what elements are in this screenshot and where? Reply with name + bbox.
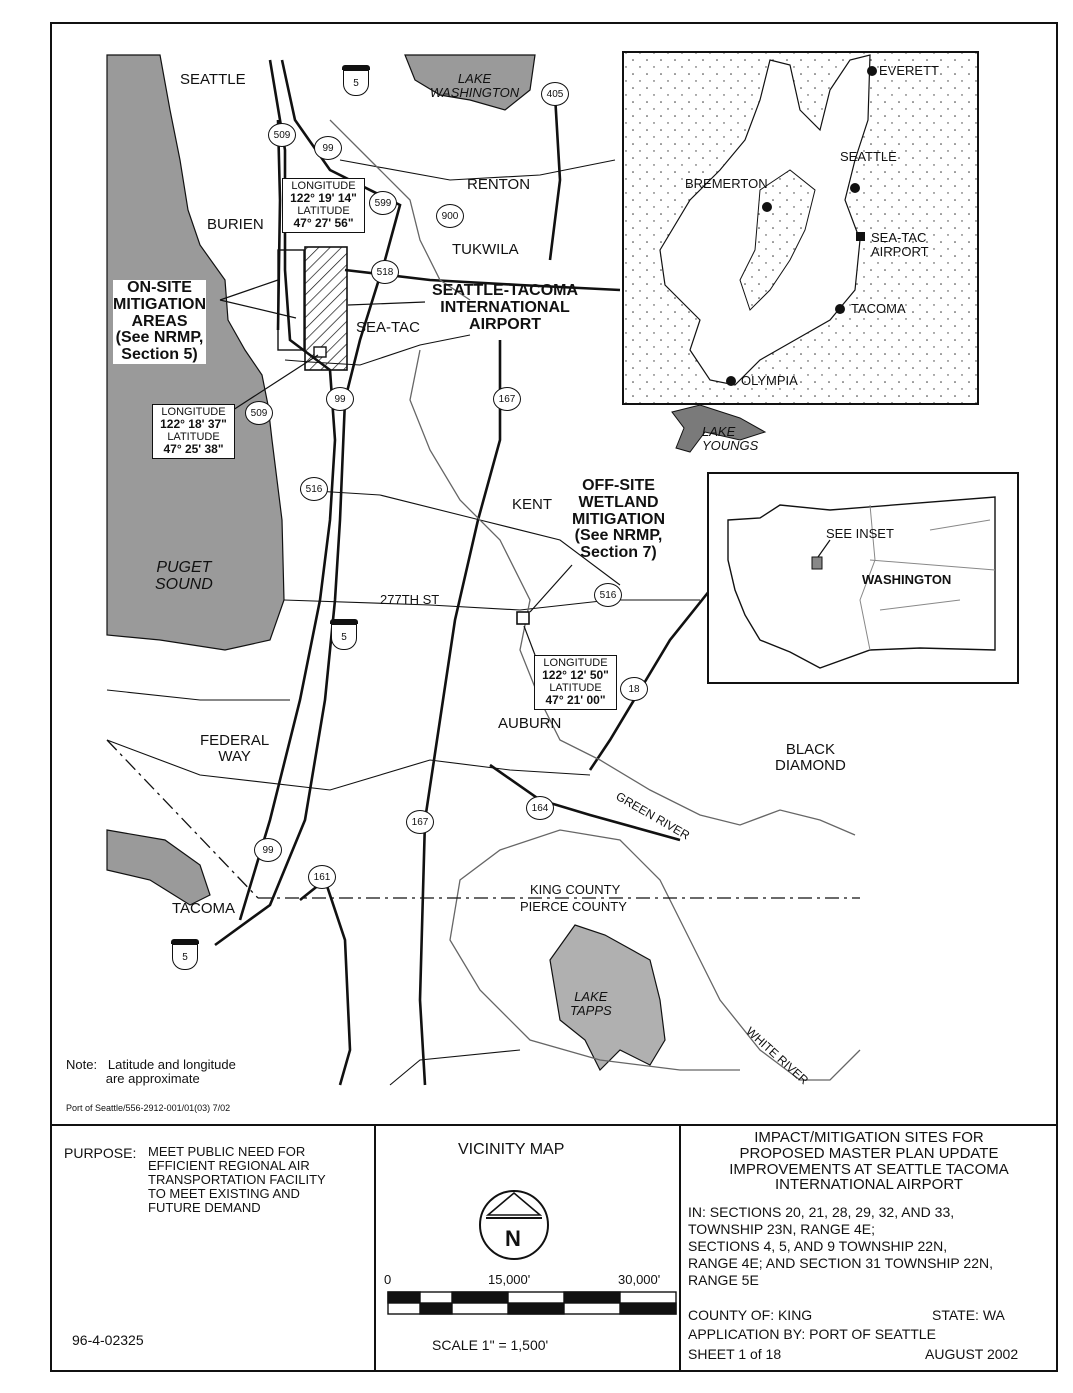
- scale-bar-graphic: [388, 1292, 676, 1314]
- label-black-diamond: BLACK DIAMOND: [775, 741, 846, 774]
- minor-road-3: [284, 600, 700, 610]
- leader-coord3: [524, 626, 535, 655]
- north-arrow-label: N: [505, 1226, 521, 1251]
- label-white-river: WHITE RIVER: [743, 1024, 812, 1088]
- route-shield-509: 509: [245, 401, 273, 425]
- minor-road-4: [107, 740, 590, 790]
- route-shield-i5: 5: [172, 944, 198, 970]
- label-puget-sound: PUGET SOUND: [155, 559, 213, 593]
- leader-onsite-2: [220, 300, 296, 318]
- inset-label-everett: EVERETT: [879, 63, 939, 78]
- label-lake-tapps: LAKE TAPPS: [570, 989, 612, 1018]
- scale-text: SCALE 1" = 1,500': [432, 1337, 549, 1353]
- scale-tick-30000: 30,000': [618, 1272, 661, 1287]
- coord-box-1: LONGITUDE 122° 19' 14" LATITUDE 47° 27' 56": [282, 178, 365, 233]
- route-shield-599: 599: [369, 191, 397, 215]
- scale-tick-0: 0: [384, 1272, 392, 1287]
- inset-label-seatac: SEA-TAC AIRPORT: [871, 230, 929, 259]
- route-shield-516: 516: [300, 477, 328, 501]
- application-text: APPLICATION BY: PORT OF SEATTLE: [688, 1326, 936, 1342]
- minor-road-6: [107, 690, 290, 700]
- route-shield-516: 516: [594, 583, 622, 607]
- minor-road-7: [390, 1050, 520, 1085]
- route-shield-18: 18: [620, 677, 648, 701]
- sr167-highway: [420, 340, 500, 1085]
- inset-label-olympia: OLYMPIA: [741, 373, 798, 388]
- onsite-mitigation-box-2: [314, 347, 326, 357]
- route-shield-99: 99: [326, 387, 354, 411]
- coord-box-2: LONGITUDE 122° 18' 37" LATITUDE 47° 25' 38": [152, 404, 235, 459]
- inset-label-see-inset: SEE INSET: [826, 526, 894, 541]
- callout-onsite-mitigation: ON-SITE MITIGATION AREAS (See NRMP, Section 5): [113, 279, 207, 364]
- label-lake-washington: LAKE WASHINGTON: [430, 71, 520, 100]
- tacoma-water: [107, 830, 210, 905]
- route-shield-509: 509: [268, 123, 296, 147]
- sections-text: IN: SECTIONS 20, 21, 28, 29, 32, AND 33, TOWNSHIP 23N, RANGE 4E; SECTIONS 4, 5, AND 9 TOWNSHIP 22N, RANGE 4E; AND SECTION 31 TOWNSHIP 22N, RANGE 5E: [688, 1204, 993, 1289]
- label-auburn: AUBURN: [498, 715, 562, 732]
- project-title: IMPACT/MITIGATION SITES FOR PROPOSED MASTER PLAN UPDATE IMPROVEMENTS AT SEATTLE TACOMA INTERNATIONAL AIRPORT: [729, 1129, 1009, 1194]
- route-shield-99: 99: [254, 838, 282, 862]
- label-renton: RENTON: [467, 176, 531, 193]
- purpose-label: PURPOSE:: [64, 1145, 137, 1161]
- scale-tick-15000: 15,000': [488, 1272, 531, 1287]
- inset-label-bremerton: BREMERTON: [685, 176, 768, 191]
- label-sea-tac: SEA-TAC: [356, 319, 420, 336]
- see-inset-marker: [812, 557, 822, 569]
- label-burien: BURIEN: [207, 216, 264, 233]
- coord-box-3: LONGITUDE 122° 12' 50" LATITUDE 47° 21' 00": [534, 655, 617, 710]
- route-shield-518: 518: [371, 260, 399, 284]
- date-text: AUGUST 2002: [925, 1346, 1019, 1362]
- route-shield-900: 900: [436, 204, 464, 228]
- label-federal-way: FEDERAL WAY: [200, 732, 270, 765]
- callout-airport: SEATTLE-TACOMA INTERNATIONAL AIRPORT: [432, 282, 579, 333]
- label-kent: KENT: [512, 496, 553, 513]
- route-shield-167: 167: [493, 387, 521, 411]
- label-277th-st: 277TH ST: [380, 592, 440, 607]
- route-shield-99: 99: [314, 136, 342, 160]
- route-shield-405: 405: [541, 82, 569, 106]
- callout-offsite-mitigation: OFF-SITE WETLAND MITIGATION (See NRMP, Section 7): [572, 477, 666, 562]
- label-tukwila: TUKWILA: [452, 241, 519, 258]
- sheet-text: SHEET 1 of 18: [688, 1346, 782, 1362]
- inset-label-washington: WASHINGTON: [862, 572, 952, 587]
- i405-highway: [550, 95, 560, 260]
- sr161-highway: [300, 880, 350, 1085]
- route-shield-161: 161: [308, 865, 336, 889]
- inset-label-seattle: SEATTLE: [840, 149, 897, 164]
- label-tacoma: TACOMA: [172, 900, 236, 917]
- label-lake-youngs: LAKE YOUNGS: [702, 424, 759, 453]
- onsite-mitigation-area: [278, 250, 304, 350]
- offsite-mitigation-site: [517, 612, 529, 624]
- state-text: STATE: WA: [932, 1307, 1005, 1323]
- label-seattle: SEATTLE: [180, 71, 246, 88]
- leader-airport: [348, 302, 425, 305]
- map-title: VICINITY MAP: [458, 1141, 565, 1158]
- sr164-highway: [490, 765, 680, 840]
- file-reference: Port of Seattle/556-2912-001/01(03) 7/02: [66, 1103, 231, 1113]
- label-pierce-county: PIERCE COUNTY: [520, 899, 627, 914]
- route-shield-164: 164: [526, 796, 554, 820]
- inset-label-tacoma: TACOMA: [851, 301, 906, 316]
- label-king-county: KING COUNTY: [530, 882, 621, 897]
- map-note: Note: Latitude and longitude are approximate: [66, 1057, 236, 1086]
- drawing-number: 96-4-02325: [72, 1332, 144, 1348]
- route-shield-i5: 5: [343, 70, 369, 96]
- route-shield-167: 167: [406, 810, 434, 834]
- route-shield-i5: 5: [331, 624, 357, 650]
- label-green-river: GREEN RIVER: [613, 789, 693, 843]
- purpose-text: MEET PUBLIC NEED FOR EFFICIENT REGIONAL AIR TRANSPORTATION FACILITY TO MEET EXISTING AND FUTURE DEMAND: [148, 1144, 326, 1215]
- leader-onsite-1: [220, 280, 278, 300]
- county-text: COUNTY OF: KING: [688, 1307, 813, 1323]
